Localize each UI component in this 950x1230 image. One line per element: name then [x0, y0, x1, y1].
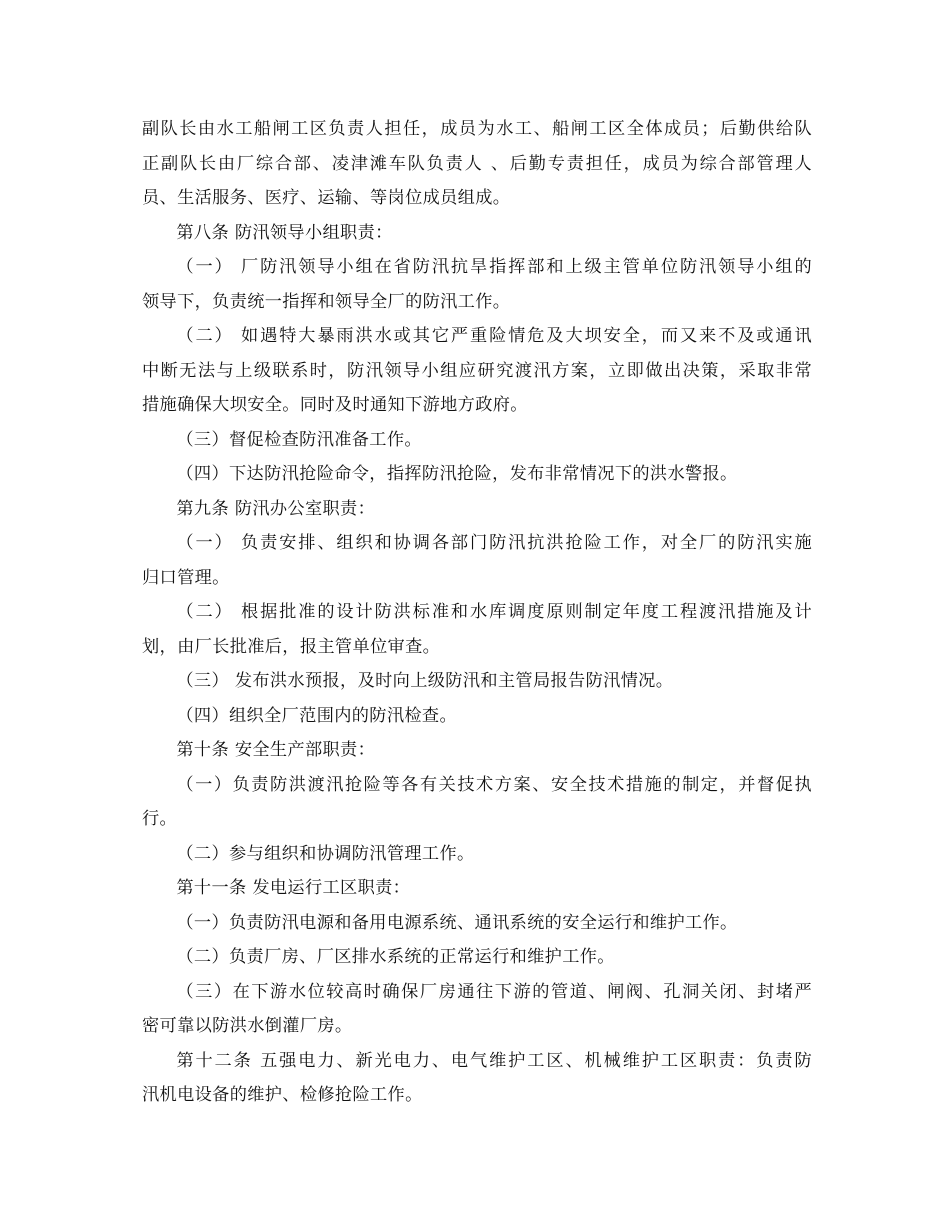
document-paragraph: [142, 906, 812, 941]
paragraph-line: （二） 如遇特大暴雨洪水或其它严重险情危及大坝安全，而又来不及或通讯: [176, 326, 812, 346]
document-paragraph: [142, 975, 812, 1044]
paragraph-line: （四）组织全厂范围内的防汛检查。: [176, 705, 457, 726]
paragraph-line: 汛机电设备的维护、检修抢险工作。: [142, 1085, 423, 1105]
paragraph-line: （一） 负责安排、组织和协调各部门防汛抗洪抢险工作，对全厂的防汛实施: [176, 533, 812, 553]
paragraph-line: 员、生活服务、医疗、运输、等岗位成员组成。: [142, 188, 511, 208]
document-paragraph: [142, 526, 812, 595]
paragraph-line: 第八条 防汛领导小组职责：: [176, 222, 393, 243]
document-paragraph: [142, 1044, 812, 1113]
document-paragraph: [142, 768, 812, 837]
document-paragraph: [142, 319, 812, 423]
paragraph-line: （二）负责厂房、厂区排水系统的正常运行和维护工作。: [176, 947, 615, 967]
paragraph-line: 划，由厂长批准后，报主管单位审查。: [142, 636, 441, 657]
document-paragraph: [142, 423, 812, 458]
document-paragraph: [142, 871, 812, 906]
document-paragraph: [142, 940, 812, 975]
paragraph-line: 归口管理。: [142, 567, 230, 588]
paragraph-line: （三）督促检查防汛准备工作。: [176, 429, 422, 450]
document-paragraph: [142, 837, 812, 872]
paragraph-line: （一）负责防洪渡汛抢险等各有关技术方案、安全技术措施的制定，并督促执: [176, 774, 812, 795]
paragraph-line: （三） 发布洪水预报，及时向上级防汛和主管局报告防汛情况。: [176, 671, 674, 691]
document-paragraph: [142, 733, 812, 768]
paragraph-line: 正副队长由厂综合部、凌津滩车队负责人 、后勤专责担任，成员为综合部管理人: [142, 153, 812, 174]
paragraph-line: （一）负责防汛电源和备用电源系统、通讯系统的安全运行和维护工作。: [176, 912, 738, 933]
paragraph-line: （一） 厂防汛领导小组在省防汛抗旱指挥部和上级主管单位防汛领导小组的: [176, 257, 812, 277]
document-paragraph: [142, 112, 812, 216]
paragraph-line: 副队长由水工船闸工区负责人担任，成员为水工、船闸工区全体成员；后勤供给队: [142, 119, 812, 139]
document-body: [142, 112, 812, 1113]
paragraph-line: 第十二条 五强电力、新光电力、电气维护工区、机械维护工区职责：负责防: [176, 1050, 812, 1071]
paragraph-line: （二） 根据批准的设计防洪标准和水库调度原则制定年度工程渡汛措施及计: [176, 602, 812, 622]
document-paragraph: [142, 250, 812, 319]
paragraph-line: 领导下，负责统一指挥和领导全厂的防汛工作。: [142, 291, 511, 312]
paragraph-line: 中断无法与上级联系时，防汛领导小组应研究渡汛方案，立即做出决策，采取非常: [142, 360, 812, 381]
paragraph-line: （二）参与组织和协调防汛管理工作。: [176, 843, 475, 864]
document-paragraph: [142, 457, 812, 492]
document-paragraph: [142, 595, 812, 664]
paragraph-line: 行。: [142, 809, 178, 829]
paragraph-line: （三）在下游水位较高时确保厂房通往下游的管道、闸阀、孔洞关闭、封堵严: [176, 981, 812, 1002]
document-paragraph: [142, 664, 812, 699]
document-paragraph: [142, 216, 812, 251]
document-paragraph: [142, 492, 812, 527]
paragraph-line: 措施确保大坝安全。同时及时通知下游地方政府。: [142, 395, 528, 415]
document-paragraph: [142, 699, 812, 734]
paragraph-line: （四）下达防汛抢险命令，指挥防汛抢险，发布非常情况下的洪水警报。: [176, 464, 738, 484]
paragraph-line: 密可靠以防洪水倒灌厂房。: [142, 1016, 353, 1036]
paragraph-line: 第十条 安全生产部职责：: [176, 740, 376, 760]
paragraph-line: 第十一条 发电运行工区职责：: [176, 878, 411, 898]
paragraph-line: 第九条 防汛办公室职责：: [176, 498, 376, 519]
